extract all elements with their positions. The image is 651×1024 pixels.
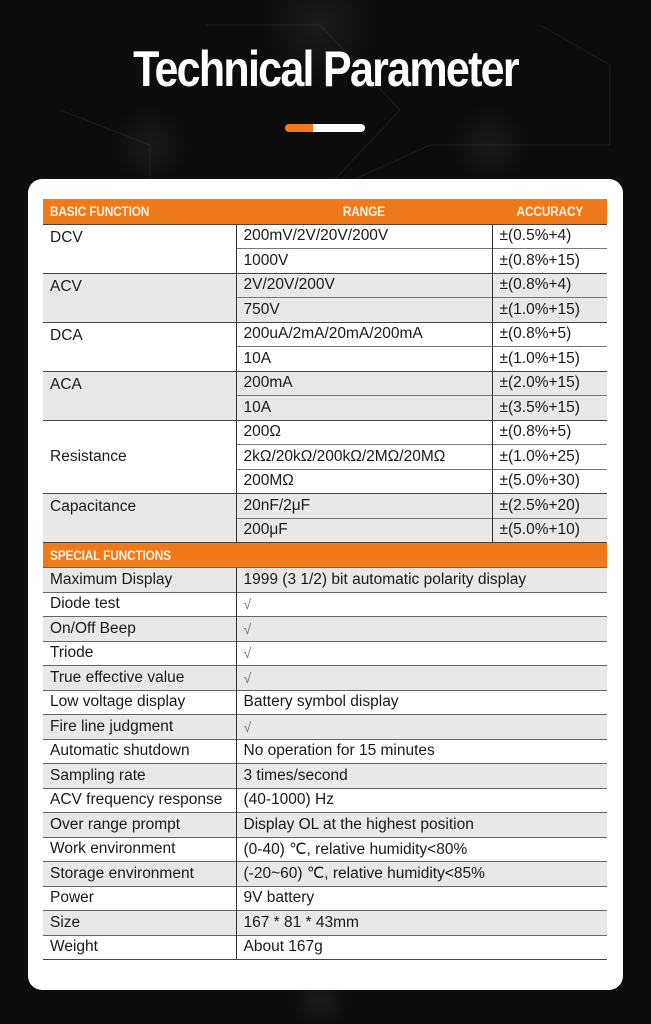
accuracy-cell: ±(3.5%+15) [492, 396, 607, 421]
accuracy-cell: ±(0.8%+5) [492, 322, 607, 347]
basic-function-row [43, 224, 607, 249]
special-function-row [43, 813, 607, 838]
title-underline-decoration [285, 124, 365, 132]
special-function-value: (40-1000) Hz [236, 788, 607, 813]
special-function-row [43, 911, 607, 936]
special-function-row [43, 715, 607, 740]
special-function-row [43, 666, 607, 691]
accuracy-cell: ±(2.0%+15) [492, 371, 607, 396]
range-cell: 200mA [236, 371, 492, 396]
basic-function-row [43, 494, 607, 519]
accuracy-cell: ±(0.8%+5) [492, 420, 607, 445]
spec-card [28, 179, 623, 990]
special-function-row [43, 690, 607, 715]
range-cell: 20nF/2μF [236, 494, 492, 519]
page-title: Technical Parameter [133, 41, 518, 97]
special-function-row [43, 592, 607, 617]
special-function-row [43, 739, 607, 764]
accuracy-cell: ±(2.5%+20) [492, 494, 607, 519]
range-cell: 2V/20V/200V [236, 273, 492, 298]
hexagon-background-pattern [0, 0, 651, 200]
special-function-label: Storage environment [43, 862, 236, 887]
special-function-value: 1999 (3 1/2) bit automatic polarity display [236, 568, 607, 593]
special-function-label: Work environment [43, 837, 236, 862]
range-cell: 200MΩ [236, 469, 492, 494]
special-function-label: Size [43, 911, 236, 936]
function-name-cell: Capacitance [43, 494, 236, 543]
special-functions-header-row [43, 543, 607, 568]
range-cell: 200uA/2mA/20mA/200mA [236, 322, 492, 347]
function-name-cell: DCA [43, 322, 236, 371]
special-function-label: Low voltage display [43, 690, 236, 715]
checkmark-icon: √ [236, 715, 607, 740]
range-cell: 10A [236, 396, 492, 421]
accuracy-cell: ±(0.5%+4) [492, 224, 607, 249]
accuracy-cell: ±(1.0%+15) [492, 347, 607, 372]
accuracy-cell: ±(0.8%+4) [492, 273, 607, 298]
special-function-row [43, 641, 607, 666]
special-function-label: Weight [43, 935, 236, 960]
special-function-label: Automatic shutdown [43, 739, 236, 764]
special-function-value: (0-40) ℃, relative humidity<80% [236, 837, 607, 862]
accuracy-cell: ±(5.0%+30) [492, 469, 607, 494]
special-function-label: ACV frequency response [43, 788, 236, 813]
special-function-row [43, 568, 607, 593]
header-basic-function: BASIC FUNCTION [43, 199, 236, 224]
accuracy-cell: ±(1.0%+25) [492, 445, 607, 470]
special-function-label: Triode [43, 641, 236, 666]
special-function-value: About 167g [236, 935, 607, 960]
special-function-row [43, 862, 607, 887]
header-accuracy: ACCURACY [492, 199, 607, 224]
range-cell: 2kΩ/20kΩ/200kΩ/2MΩ/20MΩ [236, 445, 492, 470]
special-function-label: True effective value [43, 666, 236, 691]
checkmark-icon: √ [236, 617, 607, 642]
special-function-row [43, 837, 607, 862]
special-function-row [43, 935, 607, 960]
basic-function-header-row [43, 199, 607, 224]
underline-white-segment [313, 124, 365, 132]
function-name-cell: ACA [43, 371, 236, 420]
header-range: RANGE [236, 199, 492, 224]
accuracy-cell: ±(5.0%+10) [492, 518, 607, 543]
range-cell: 200mV/2V/20V/200V [236, 224, 492, 249]
special-function-value: (-20~60) ℃, relative humidity<85% [236, 862, 607, 887]
special-function-label: Fire line judgment [43, 715, 236, 740]
special-function-value: 3 times/second [236, 764, 607, 789]
underline-orange-segment [285, 124, 313, 132]
range-cell: 1000V [236, 249, 492, 274]
function-name-cell: DCV [43, 224, 236, 273]
spec-table [43, 199, 607, 960]
basic-function-row [43, 322, 607, 347]
special-function-value: Display OL at the highest position [236, 813, 607, 838]
header-special-functions: SPECIAL FUNCTIONS [43, 543, 607, 568]
special-function-label: Power [43, 886, 236, 911]
special-function-label: Sampling rate [43, 764, 236, 789]
special-function-label: Over range prompt [43, 813, 236, 838]
special-function-value: 9V battery [236, 886, 607, 911]
special-function-row [43, 617, 607, 642]
special-function-row [43, 886, 607, 911]
special-function-label: Diode test [43, 592, 236, 617]
special-function-value: 167 * 81 * 43mm [236, 911, 607, 936]
special-function-label: On/Off Beep [43, 617, 236, 642]
function-name-cell: Resistance [43, 420, 236, 494]
range-cell: 200μF [236, 518, 492, 543]
accuracy-cell: ±(0.8%+15) [492, 249, 607, 274]
special-function-row [43, 764, 607, 789]
special-function-label: Maximum Display [43, 568, 236, 593]
range-cell: 200Ω [236, 420, 492, 445]
special-function-value: Battery symbol display [236, 690, 607, 715]
special-function-row [43, 788, 607, 813]
checkmark-icon: √ [236, 592, 607, 617]
range-cell: 750V [236, 298, 492, 323]
basic-function-row [43, 371, 607, 396]
basic-function-row [43, 420, 607, 445]
special-function-value: No operation for 15 minutes [236, 739, 607, 764]
function-name-cell: ACV [43, 273, 236, 322]
accuracy-cell: ±(1.0%+15) [492, 298, 607, 323]
checkmark-icon: √ [236, 666, 607, 691]
range-cell: 10A [236, 347, 492, 372]
basic-function-row [43, 273, 607, 298]
checkmark-icon: √ [236, 641, 607, 666]
